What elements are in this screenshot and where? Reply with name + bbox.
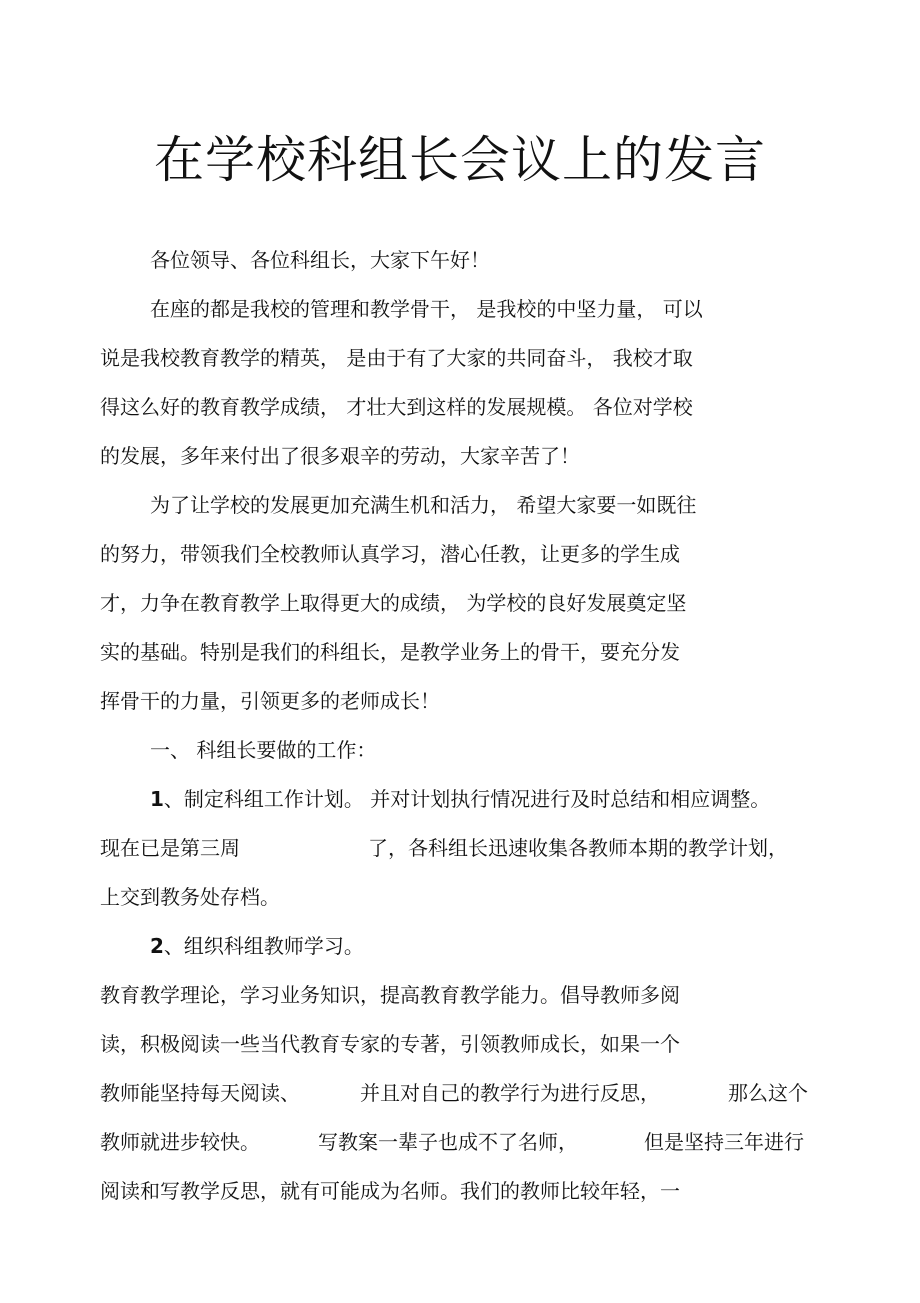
list-item-text: 、制定科组工作计划。 并对计划执行情况进行及时总结和相应调整。 <box>163 787 771 811</box>
line-segment: 写教案一辈子也成不了名师， <box>318 1130 578 1154</box>
item-number: 2 <box>150 934 164 958</box>
paragraph-line: 在座的都是我校的管理和教学骨干， 是我校的中坚力量， 可以 <box>150 297 703 321</box>
paragraph-line: 得这么好的教育教学成绩， 才壮大到这样的发展规模。 各位对学校 <box>100 395 693 419</box>
line-segment: 但是坚持三年进行 <box>644 1130 804 1154</box>
paragraph-line: 挥骨干的力量，引领更多的老师成长！ <box>100 689 440 713</box>
paragraph-line: 的努力，带领我们全校教师认真学习，潜心任教，让更多的学生成 <box>100 542 680 566</box>
paragraph-line: 实的基础。特别是我们的科组长，是教学业务上的骨干，要充分发 <box>100 640 680 664</box>
list-item-text: 、组织科组教师学习。 <box>163 934 364 958</box>
line-segment: 并且对自己的教学行为进行反思， <box>360 1081 660 1105</box>
item-number: 1 <box>150 787 164 811</box>
line-segment: 教师就进步较快。 <box>100 1130 260 1154</box>
line-segment: 了，各科组长迅速收集各教师本期的教学计划， <box>368 836 788 860</box>
paragraph-line <box>100 1129 820 1155</box>
paragraph-line: 阅读和写教学反思，就有可能成为名师。我们的教师比较年轻，一 <box>100 1179 680 1203</box>
list-item <box>150 933 364 959</box>
paragraph-line: 上交到教务处存档。 <box>100 885 280 909</box>
paragraph-line: 各位领导、各位科组长，大家下午好！ <box>150 248 490 272</box>
paragraph-line: 读，积极阅读一些当代教育专家的专著，引领教师成长，如果一个 <box>100 1032 680 1056</box>
line-segment: 现在已是第三周 <box>100 836 240 860</box>
paragraph-line: 教育教学理论，学习业务知识，提高教育教学能力。倡导教师多阅 <box>100 983 680 1007</box>
paragraph-line <box>100 1080 820 1106</box>
paragraph-line: 说是我校教育教学的精英， 是由于有了大家的共同奋斗， 我校才取 <box>100 346 693 370</box>
line-segment: 教师能坚持每天阅读、 <box>100 1081 300 1105</box>
section-heading: 一、 科组长要做的工作： <box>150 738 377 762</box>
paragraph-line: 的发展，多年来付出了很多艰辛的劳动，大家辛苦了！ <box>100 444 580 468</box>
line-segment: 那么这个 <box>728 1081 808 1105</box>
document-title: 在学校科组长会议上的发言 <box>154 131 766 189</box>
paragraph-line: 才，力争在教育教学上取得更大的成绩， 为学校的良好发展奠定坚 <box>100 591 687 615</box>
paragraph-line <box>100 835 820 861</box>
paragraph-line: 为了让学校的发展更加充满生机和活力， 希望大家要一如既往 <box>150 493 697 517</box>
list-item <box>150 786 770 812</box>
